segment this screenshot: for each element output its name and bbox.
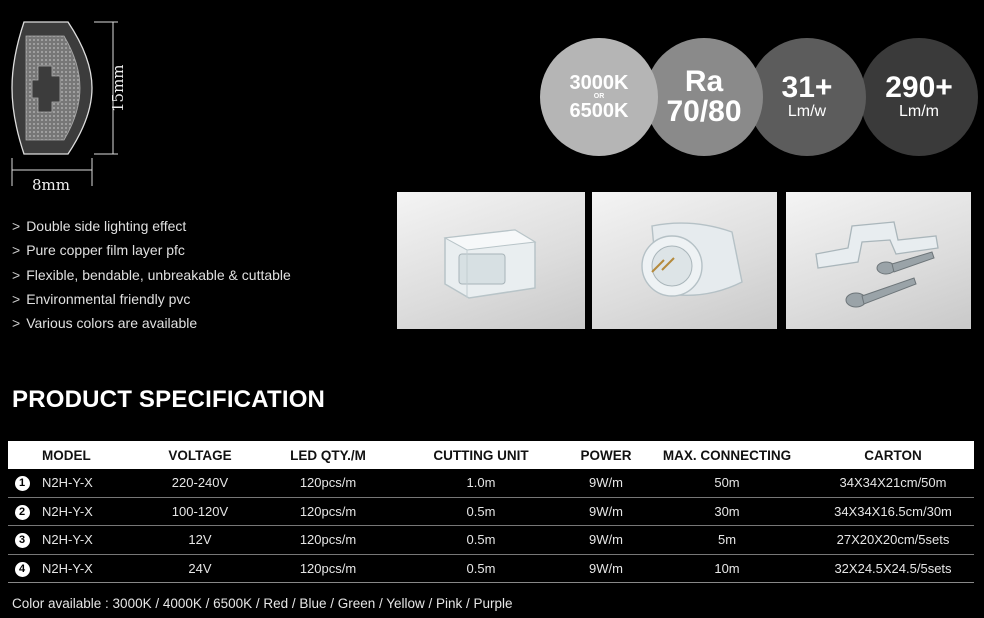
cell-led-qty: 120pcs/m (264, 526, 392, 555)
row-number-cell (8, 469, 36, 497)
header-num (8, 441, 36, 469)
feature-item: > Double side lighting effect (12, 218, 187, 234)
cell-power: 9W/m (570, 497, 642, 526)
height-dimension-label: 15mm (109, 64, 127, 112)
row-number-badge: 2 (15, 505, 30, 520)
feature-text: Pure copper film layer pfc (26, 242, 185, 259)
cell-max-connecting: 5m (642, 526, 812, 555)
feature-item: > Flexible, bendable, unbreakable & cuttable (12, 266, 291, 283)
lumen-unit: Lm/m (899, 103, 939, 120)
header-model: MODEL (36, 441, 136, 469)
cell-led-qty: 120pcs/m (264, 497, 392, 526)
feature-text: Double side lighting effect (26, 218, 187, 234)
cell-voltage: 100-120V (136, 497, 264, 526)
lumen-badge (860, 38, 978, 156)
end-cap-photo (397, 192, 585, 329)
cell-led-qty: 120pcs/m (264, 554, 392, 583)
feature-list (12, 214, 291, 335)
table-row (8, 526, 974, 555)
specification-table (8, 441, 974, 583)
cell-power: 9W/m (570, 526, 642, 555)
efficacy-value: 31+ (781, 71, 833, 104)
cell-power: 9W/m (570, 469, 642, 497)
cell-cutting-unit: 1.0m (392, 469, 570, 497)
mounting-clip-screws-photo (786, 192, 971, 329)
feature-item: > Pure copper film layer pfc (12, 242, 185, 259)
cell-model: N2H-Y-X (36, 526, 136, 555)
cell-led-qty: 120pcs/m (264, 469, 392, 497)
feature-text: Various colors are available (26, 315, 198, 332)
cct-6500k: 6500K (569, 100, 629, 122)
row-number-badge: 1 (15, 476, 30, 491)
cell-carton: 27X20X20cm/5sets (812, 526, 974, 555)
row-number-cell (8, 554, 36, 583)
row-number-cell (8, 497, 36, 526)
cell-max-connecting: 30m (642, 497, 812, 526)
cell-max-connecting: 50m (642, 469, 812, 497)
lumen-value: 290+ (885, 71, 953, 104)
color-temperature-badge (540, 38, 658, 156)
row-number-cell (8, 526, 36, 555)
cell-cutting-unit: 0.5m (392, 526, 570, 555)
cell-cutting-unit: 0.5m (392, 497, 570, 526)
efficacy-unit: Lm/w (787, 103, 827, 120)
cri-label: Ra (684, 65, 724, 98)
section-title: PRODUCT SPECIFICATION (12, 386, 326, 413)
header-carton: CARTON (812, 441, 974, 469)
header-cutting-unit: CUTTING UNIT (392, 441, 570, 469)
table-header-row (8, 441, 974, 469)
cell-max-connecting: 10m (642, 554, 812, 583)
cct-or: OR (593, 93, 605, 100)
cell-model: N2H-Y-X (36, 469, 136, 497)
cell-model: N2H-Y-X (36, 554, 136, 583)
cell-model: N2H-Y-X (36, 497, 136, 526)
profile-cross-section-diagram (8, 18, 148, 193)
cell-voltage: 220-240V (136, 469, 264, 497)
cell-carton: 32X24.5X24.5/5sets (812, 554, 974, 583)
color-available-text: Color available : 3000K / 4000K / 6500K / Red / Blue / Green / Yellow / Pink / Purple (12, 596, 513, 611)
table-row (8, 469, 974, 497)
row-number-badge: 3 (15, 533, 30, 548)
cell-voltage: 12V (136, 526, 264, 555)
efficacy-badge (748, 38, 866, 156)
header-led-qty: LED QTY./M (264, 441, 392, 469)
cct-3000k: 3000K (569, 72, 629, 94)
cri-value: 70/80 (666, 95, 742, 128)
table-row (8, 497, 974, 526)
width-dimension-label: 8mm (32, 176, 70, 194)
feature-text: Environmental friendly pvc (26, 290, 191, 307)
header-voltage: VOLTAGE (136, 441, 264, 469)
cri-badge (645, 38, 763, 156)
feature-item: > Environmental friendly pvc (12, 290, 191, 307)
cell-carton: 34X34X16.5cm/30m (812, 497, 974, 526)
header-max-connecting: MAX. CONNECTING (642, 441, 812, 469)
feature-text: Flexible, bendable, unbreakable & cuttable (26, 266, 291, 283)
header-power: POWER (570, 441, 642, 469)
table-row (8, 554, 974, 583)
cell-cutting-unit: 0.5m (392, 554, 570, 583)
cell-carton: 34X34X21cm/50m (812, 469, 974, 497)
cell-voltage: 24V (136, 554, 264, 583)
cell-power: 9W/m (570, 554, 642, 583)
feature-item: > Various colors are available (12, 315, 198, 332)
plug-connector-photo (592, 192, 777, 329)
row-number-badge: 4 (15, 562, 30, 577)
